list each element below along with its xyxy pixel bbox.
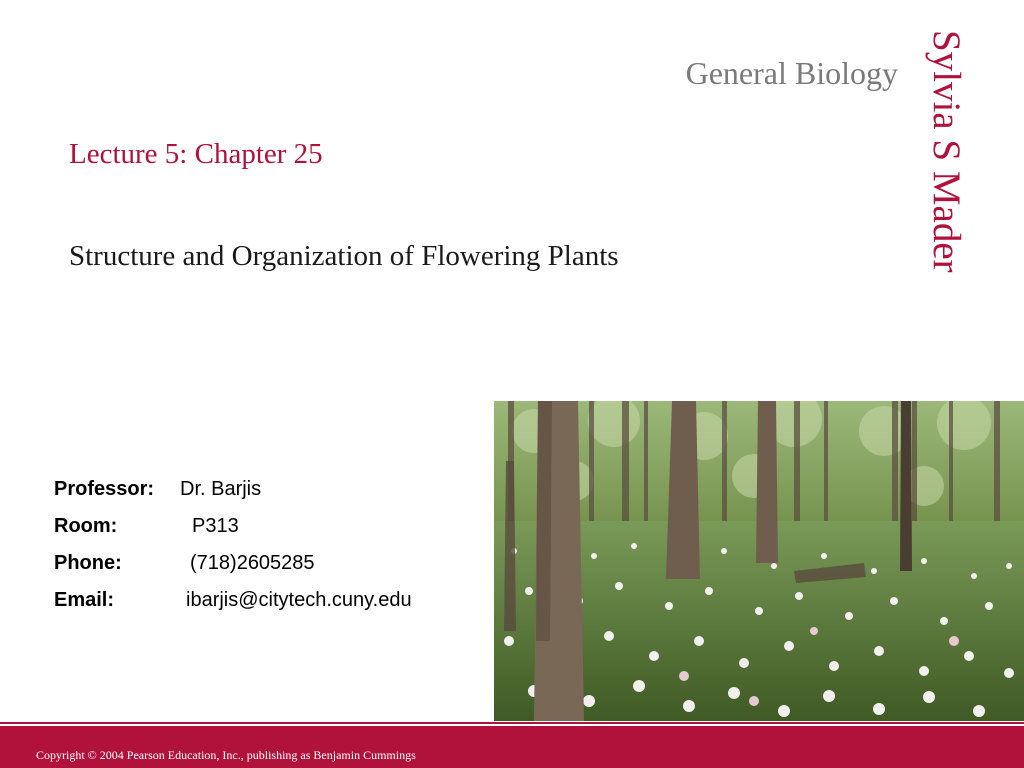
room-value: P313 (192, 515, 239, 537)
room-row (54, 515, 239, 552)
contact-info (54, 478, 412, 626)
phone-label: Phone: (54, 552, 122, 574)
forest-trillium-photo-icon (494, 401, 1024, 721)
lecture-title: Lecture 5: Chapter 25 (69, 138, 323, 170)
email-row (54, 589, 412, 626)
footer-divider (0, 722, 1024, 724)
email-label: Email: (54, 589, 115, 611)
author-name: Sylvia S Mader (925, 30, 968, 273)
phone-row (54, 552, 315, 589)
phone-value: (718)2605285 (190, 552, 315, 574)
email-value: ibarjis@citytech.cuny.edu (186, 589, 412, 611)
forest-photo (494, 401, 1024, 721)
course-title: General Biology (685, 55, 898, 91)
lecture-subtitle: Structure and Organization of Flowering Plants (69, 240, 619, 272)
footer-bar (0, 726, 1024, 768)
copyright-text: Copyright © 2004 Pearson Education, Inc., publishing as Benjamin Cummings (36, 748, 416, 762)
professor-value: Dr. Barjis (180, 478, 262, 500)
room-label: Room: (54, 515, 118, 537)
professor-label: Professor: (54, 478, 155, 500)
professor-row (54, 478, 262, 515)
